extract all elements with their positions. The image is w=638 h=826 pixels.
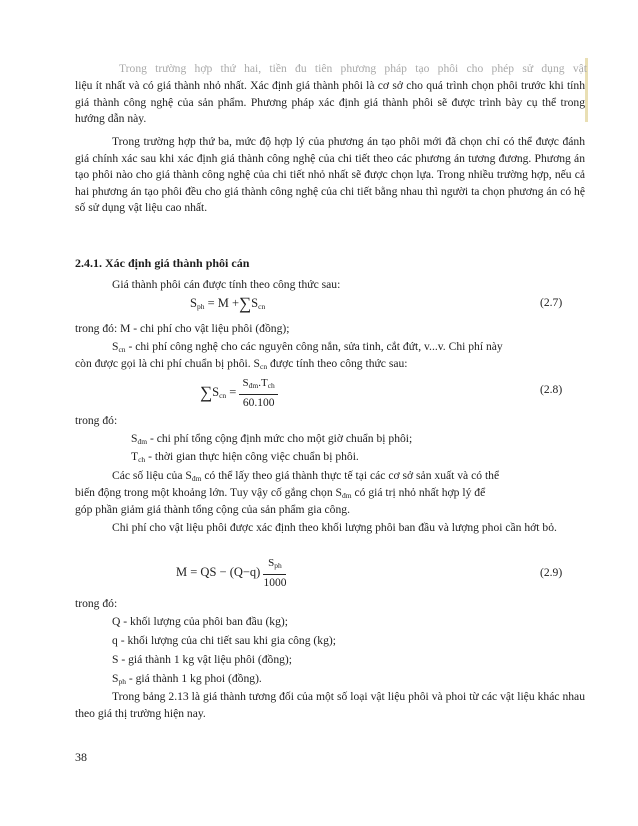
equation-2-7 (190, 296, 265, 314)
eq28-num-b-sub: ch (267, 381, 275, 390)
sdm-para-line3: góp phần giảm giá thành tổng cộng của sản phẩm gia công. (75, 503, 350, 516)
sph-symbol: S (112, 672, 119, 685)
where-label-1: trong đó: (75, 414, 118, 427)
equation-2-9 (176, 556, 286, 590)
tch-symbol: T (131, 450, 139, 463)
table-reference-para: Trong bảng 2.13 là giá thành tương đối của một số loại vật liệu phôi và phoi từ các vật liệu khác nhau theo giá thị trường hiện nay. (75, 690, 585, 720)
sdm-para-l1b: có thể lấy theo giá thành thực tế tại các cơ sở sản xuất và có thể (201, 469, 500, 482)
sdm-para-l2sub: đm (341, 491, 352, 500)
scn-symbol: S (112, 340, 119, 353)
eq28-number: (2.8) (540, 383, 563, 396)
eq29-numerator (263, 556, 286, 575)
sdm-para-l2b: có giá trị nhỏ nhất hợp lý để (351, 486, 486, 499)
sdm-sub: đm (137, 437, 148, 446)
page-number: 38 (75, 750, 87, 764)
eq27-rhs-b-sub: cn (258, 302, 266, 311)
eq29-lhs: M = QS − (Q−q) (176, 564, 261, 579)
sigma-symbol: ∑ (239, 294, 252, 313)
sdm-text: - chi phí tổng cộng định mức cho một giờ chuẩn bị phôi; (147, 432, 413, 445)
sdm-para-l1sub: đm (191, 474, 202, 483)
sph-sub: ph (118, 677, 126, 686)
sdm-para-l2a: biến động trong một khoảng lớn. Tuy vậy cố gắng chọn S (75, 486, 342, 499)
eq28-lhs-sub: cn (219, 390, 227, 400)
scn-text2a: còn được gọi là chi phí chuẩn bị phôi. S (75, 357, 261, 370)
eq28-denominator: 60.100 (242, 397, 275, 409)
eq27-rhs-a: = M + (207, 296, 240, 310)
eq29-num: S (268, 557, 275, 569)
eq29-denominator: 1000 (263, 577, 287, 589)
eq27-lhs-sub: ph (196, 302, 205, 311)
where-m-line: trong đó: M - chi phí cho vật liệu phôi (đồng); (75, 322, 290, 335)
eq28-lhs: S (212, 384, 220, 399)
sdm-symbol: S (131, 432, 138, 445)
sigma-symbol-2: ∑ (200, 382, 213, 402)
eq27-number: (2.7) (540, 296, 563, 309)
eq28-fraction (239, 376, 277, 410)
scn-text1: - chi phí công nghệ cho các nguyên công nắn, sửa tinh, cắt đứt, v...v. Chi phí này (125, 340, 503, 353)
sdm-para-l1a: Các số liệu của S (112, 469, 192, 482)
eq28-num-a-sub: đm (248, 381, 259, 390)
q-big-definition: Q - khối lượng của phôi ban đầu (kg); (112, 615, 288, 628)
eq29-fraction (263, 556, 286, 590)
eq28-numerator (239, 376, 277, 395)
para1-first-line: Trong trường hợp thứ hai, tiền đu tiên phương pháp tạo phôi cho phép sử dụng vật (119, 62, 587, 75)
scn-text2b: được tính theo công thức sau: (267, 357, 408, 370)
sph-definition (112, 671, 262, 691)
eq28-num-mid: .T (258, 377, 268, 389)
eq29-num-sub: ph (274, 561, 282, 570)
eq28-num-a: S (242, 377, 249, 389)
material-cost-para: Chi phí cho vật liệu phôi được xác định theo khối lượng phôi ban đầu và lượng phoi cần hớt bỏ. (112, 521, 557, 534)
para1-body: liệu ít nhất và có giá thành nhỏ nhất. Xác định giá thành phôi là cơ sở cho quá trình chọn phôi trước khi tính giá thành công nghệ của sản phẩm. Phương pháp xác định giá thành phôi sẽ được trình bày cụ thể trong hướng dẫn này. (75, 79, 585, 125)
scn-definition-line2 (75, 356, 408, 376)
section-heading: 2.4.1. Xác định giá thành phôi cán (75, 256, 250, 270)
eq28-equals: = (229, 384, 237, 399)
where-label-2: trong đó: (75, 597, 118, 610)
tch-sub: ch (138, 455, 146, 464)
tch-text: - thời gian thực hiện công việc chuẩn bị phôi. (145, 450, 359, 463)
eq27-intro: Giá thành phôi cán được tính theo công thức sau: (112, 278, 341, 291)
s-definition: S - giá thành 1 kg vật liệu phôi (đồng); (112, 653, 292, 666)
scn-sub: cn (118, 345, 126, 354)
equation-2-8 (200, 376, 278, 410)
eq27-rhs-b: S (251, 296, 259, 310)
scn-sub-2: cn (260, 362, 268, 371)
eq27-lhs: S (190, 296, 197, 310)
q-small-definition: q - khối lượng của chi tiết sau khi gia công (kg); (112, 634, 336, 647)
eq29-number: (2.9) (540, 566, 563, 579)
para2-body: Trong trường hợp thứ ba, mức độ hợp lý của phương án tạo phôi mới đã chọn chỉ có thể được đánh giá chính xác sau khi xác định giá thành công nghệ của chi tiết theo các phương án tương đương. Phương án tạo phôi nào cho giá thành công nghệ của chi tiết nhỏ nhất sẽ được chọn lựa. Trong nhiều trường hợp, nếu cả hai phương án tạo phôi đều cho giá thành công nghệ của chi tiết bằng nhau thì người ta chọn phương án có hệ số sử dụng vật liệu cao nhất. (75, 135, 585, 214)
tch-definition (131, 449, 359, 469)
sdm-definition (131, 431, 412, 451)
sph-text: - giá thành 1 kg phoi (đồng). (125, 672, 262, 685)
